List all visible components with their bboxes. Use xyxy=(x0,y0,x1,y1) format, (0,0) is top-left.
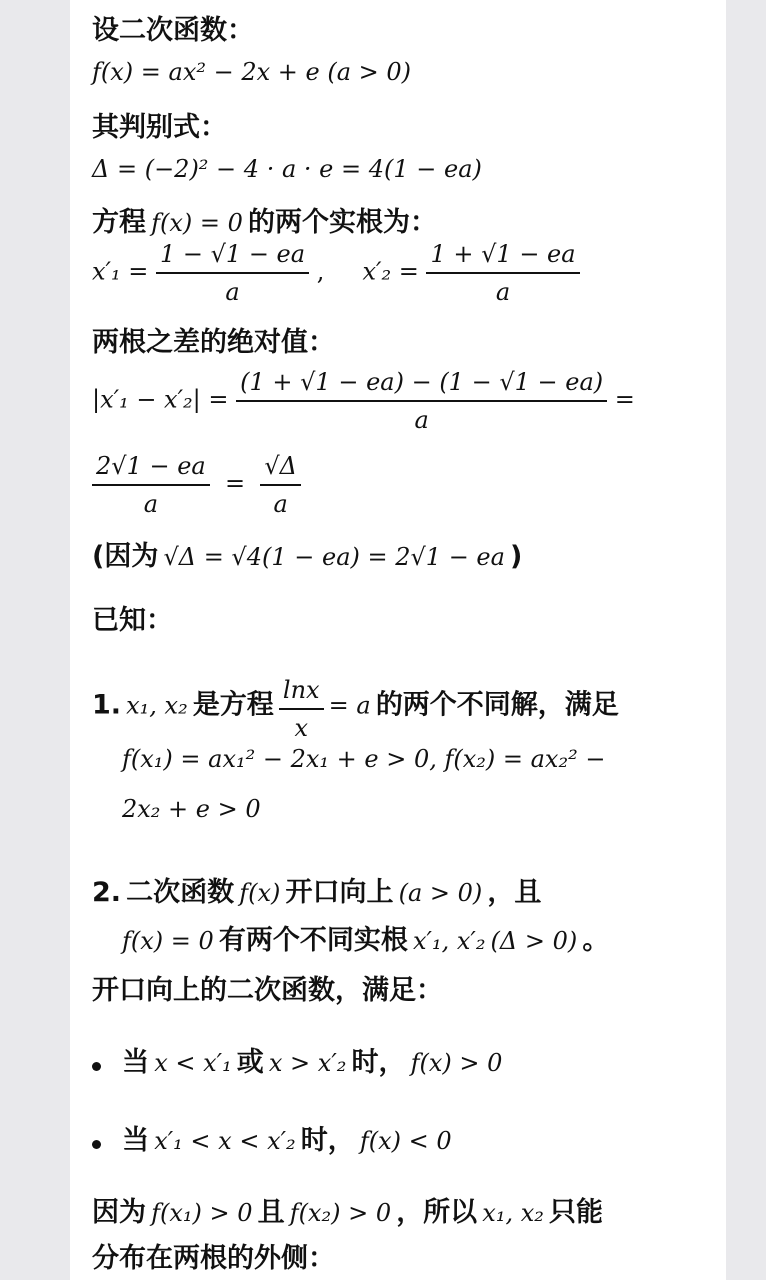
root2-denominator: a xyxy=(495,278,511,306)
item1-line-3: 2x₂ + e > 0 xyxy=(122,795,261,823)
item1-fraction-den: x xyxy=(294,714,309,742)
item1-fraction xyxy=(279,676,324,742)
concl-math-3: x₁, x₂ xyxy=(482,1199,544,1227)
root1-denominator: a xyxy=(225,278,240,306)
roots-equation: x′₁ = $\frac{1 - √1 - ea}{a}$ , x′₂ = $\frac{1 + √1 - ea}{a}$ xyxy=(92,240,580,306)
bullet1-math-1: x < x′₁ xyxy=(154,1049,232,1077)
item2-number: 2. xyxy=(92,877,122,908)
heading-roots xyxy=(92,200,437,239)
known-item-1 xyxy=(92,676,619,742)
item1-line-2: f(x₁) = ax₁² − 2x₁ + e > 0, f(x₂) = ax₂² − xyxy=(122,745,606,773)
diff-fraction xyxy=(236,368,607,434)
because-line xyxy=(92,534,522,573)
diff2-denominator: a xyxy=(143,490,159,518)
item2-text-1: 二次函数 xyxy=(126,877,235,908)
diff-eq-tail: = xyxy=(614,385,635,414)
bullet1-math-3: f(x) > 0 xyxy=(410,1049,503,1077)
item2-text-3: ，且 xyxy=(487,877,542,908)
heading-roots-math: f(x) = 0 xyxy=(151,209,243,237)
item1-math-2: = a xyxy=(328,691,371,720)
root1-numerator: 1 − √1 − ea xyxy=(156,240,309,274)
bullet-item-1 xyxy=(92,1040,502,1079)
item2-math-2: (a > 0) xyxy=(398,879,483,907)
heading-known: 已知： xyxy=(92,605,173,636)
conclusion-line-2: 分布在两根的外侧： xyxy=(92,1243,335,1274)
diff3-numerator: √Δ xyxy=(260,452,301,486)
heading-discriminant: 其判别式： xyxy=(92,112,227,143)
root2-lhs: x′₂ = xyxy=(362,257,419,286)
item2-math-3: f(x) = 0 xyxy=(122,927,214,955)
heading-roots-prefix: 方程 xyxy=(92,207,146,238)
conclusion-line-1 xyxy=(92,1190,603,1229)
bullet2-math-1: x′₁ < x < x′₂ xyxy=(154,1127,296,1155)
because-math: √Δ = √4(1 − ea) = 2√1 − ea xyxy=(163,543,505,571)
bullet-dot-icon xyxy=(92,1062,101,1071)
known-item-2 xyxy=(92,870,541,909)
item1-text-2: 的两个不同解，满足 xyxy=(375,689,619,721)
equation-f: f(x) = ax² − 2x + e (a > 0) xyxy=(92,58,412,86)
item2-math-1: f(x) xyxy=(239,879,281,907)
heading-difference: 两根之差的绝对值： xyxy=(92,327,335,358)
diff2-fraction xyxy=(92,452,210,518)
item1-math-1: x₁, x₂ xyxy=(126,691,188,720)
bullet1-math-2: x > x′₂ xyxy=(268,1049,347,1077)
root1-fraction xyxy=(156,240,309,306)
item2-math-5: (Δ > 0) xyxy=(490,927,578,955)
difference-equation xyxy=(92,368,635,434)
because-prefix: (因为 xyxy=(92,541,159,572)
bullet-item-2 xyxy=(92,1118,452,1157)
concl-math-1: f(x₁) > 0 xyxy=(151,1199,253,1227)
item2-text-4: 有两个不同实根 xyxy=(218,925,408,956)
diff3-denominator: a xyxy=(273,490,288,518)
concl-text-1: 因为 xyxy=(92,1197,146,1228)
concl-text-2: 且 xyxy=(257,1197,285,1228)
heading-quadratic: 设二次函数： xyxy=(92,15,254,46)
heading-upward: 开口向上的二次函数，满足： xyxy=(92,975,443,1006)
bullet1-text-2: 或 xyxy=(236,1047,264,1078)
diff-denominator: a xyxy=(414,406,429,434)
item1-number: 1. xyxy=(92,689,122,721)
item2-math-4: x′₁, x′₂ xyxy=(412,927,486,955)
diff2-numerator: 2√1 − ea xyxy=(92,452,210,486)
document-page xyxy=(70,0,726,1280)
root2-fraction xyxy=(426,240,579,306)
heading-roots-suffix: 的两个实根为： xyxy=(247,207,437,238)
concl-text-3: ，所以 xyxy=(396,1197,478,1228)
bullet2-text-2: 时， xyxy=(300,1125,355,1156)
item2-text-2: 开口向上 xyxy=(285,877,394,908)
item2-text-5: 。 xyxy=(582,925,610,956)
bullet-dot-icon xyxy=(92,1140,101,1149)
root2-numerator: 1 + √1 − ea xyxy=(426,240,579,274)
concl-text-4: 只能 xyxy=(548,1197,603,1228)
root1-lhs: x′₁ = xyxy=(92,257,149,286)
bullet2-text-1: 当 xyxy=(122,1125,150,1156)
concl-math-2: f(x₂) > 0 xyxy=(289,1199,392,1227)
difference-equation-2: $\frac{2√1 - ea}{a}$ = $\frac{√\Delta}{a}$ xyxy=(92,452,301,518)
diff-numerator: (1 + √1 − ea) − (1 − √1 − ea) xyxy=(236,368,607,402)
diff-lhs: |x′₁ − x′₂| = xyxy=(92,385,229,414)
known-item-2-line-2 xyxy=(122,918,609,957)
bullet1-text-3: 时， xyxy=(351,1047,406,1078)
item1-text-1: 是方程 xyxy=(192,689,274,721)
diff3-fraction xyxy=(260,452,301,518)
item1-fraction-num: lnx xyxy=(279,676,324,710)
equation-delta: Δ = (−2)² − 4 · a · e = 4(1 − ea) xyxy=(92,155,482,183)
because-suffix: ) xyxy=(510,541,523,572)
bullet2-math-2: f(x) < 0 xyxy=(359,1127,452,1155)
bullet1-text-1: 当 xyxy=(122,1047,150,1078)
